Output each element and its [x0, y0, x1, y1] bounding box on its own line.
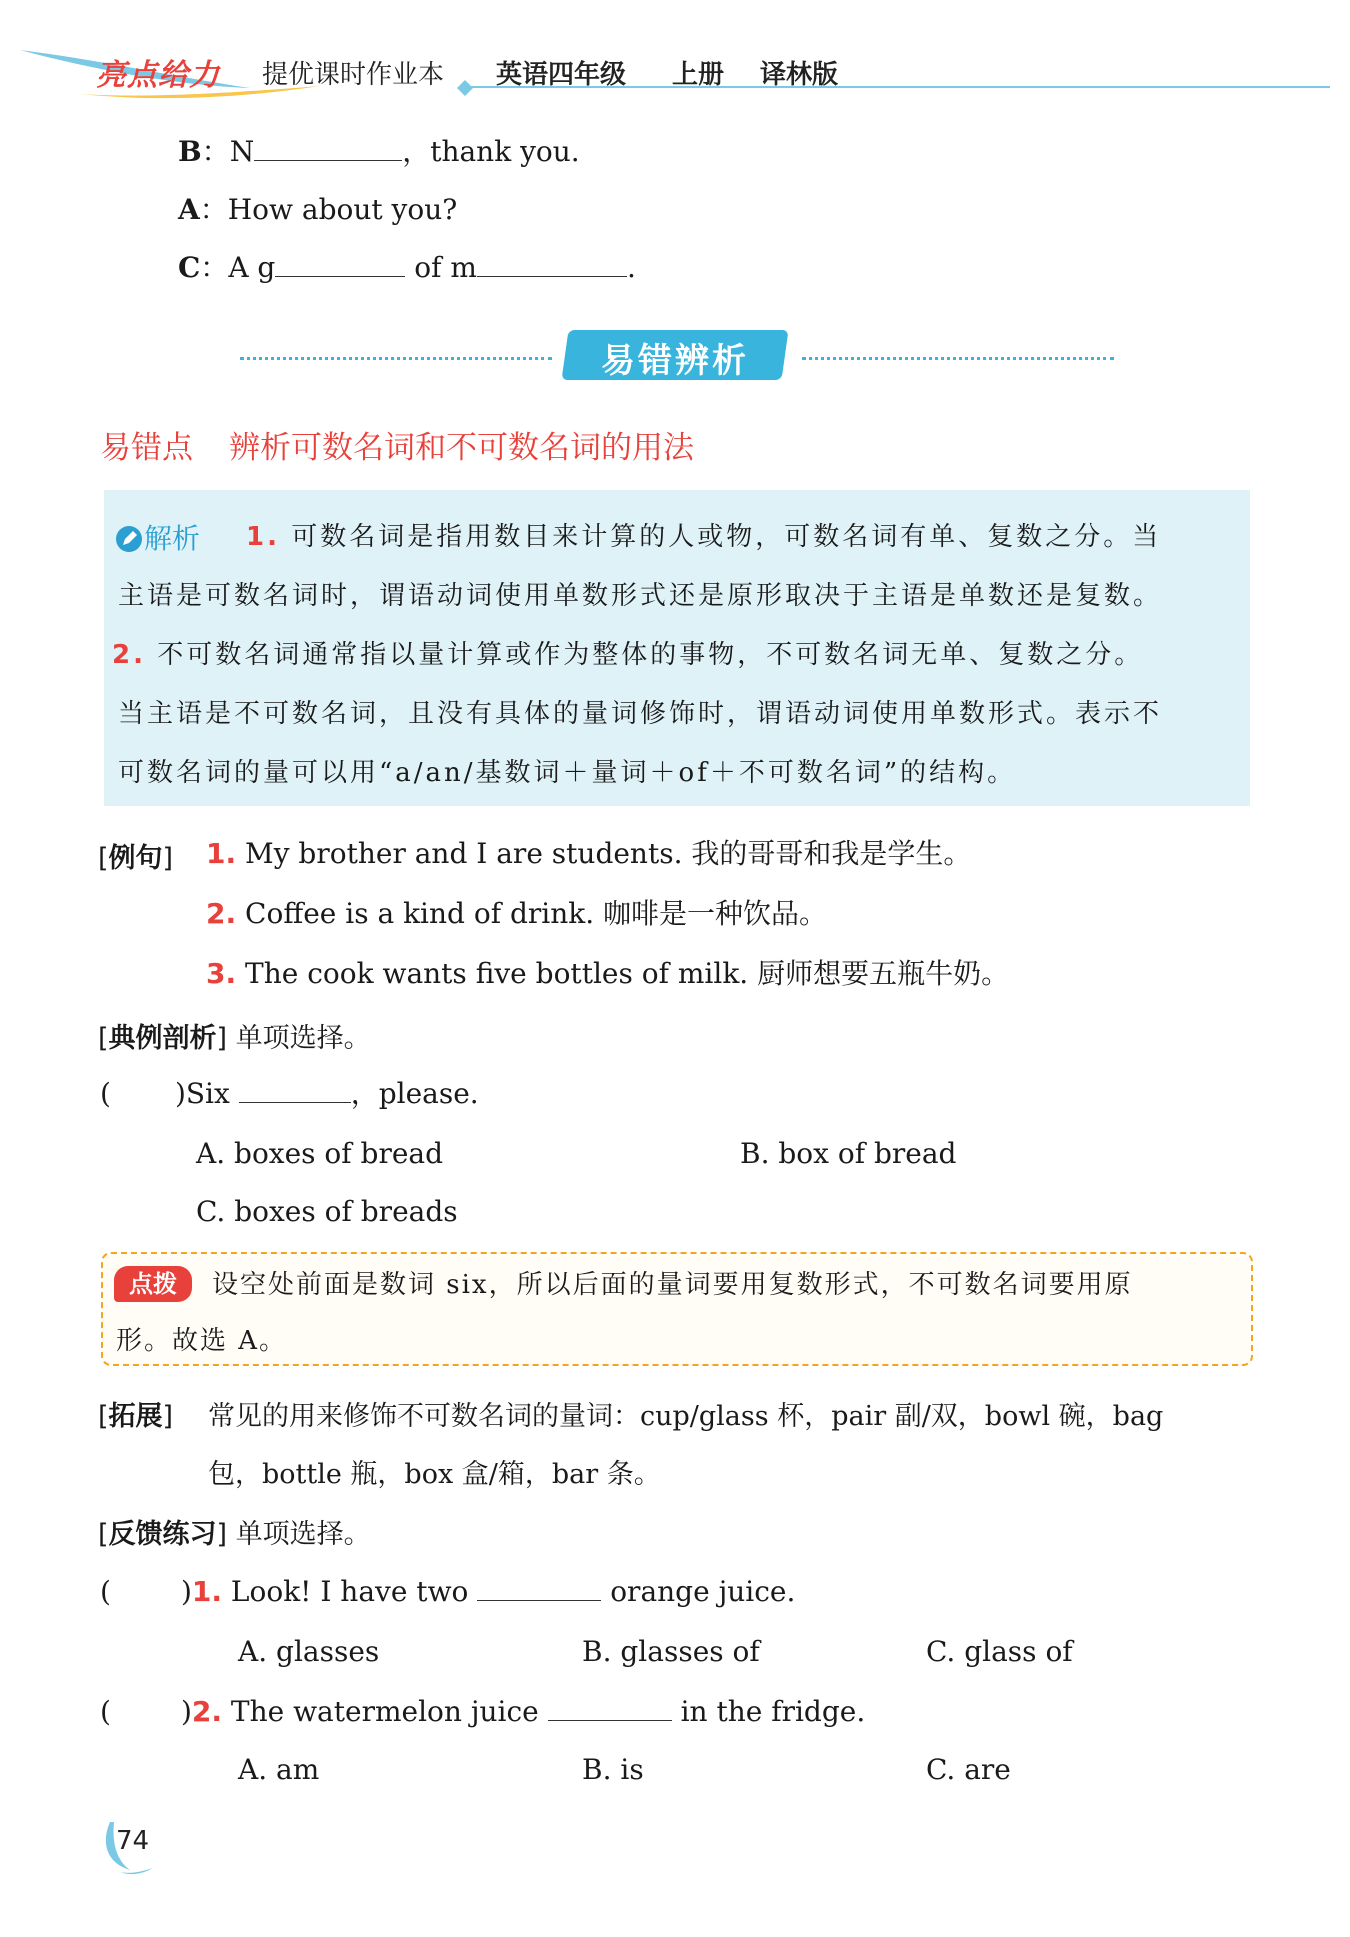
q2-option-b[interactable]: B. is [582, 1753, 644, 1786]
volume-title: 上册 [672, 60, 725, 90]
q2-option-c[interactable]: C. are [926, 1753, 1011, 1786]
option-a[interactable]: A. boxes of bread [196, 1137, 444, 1170]
analysis-line-3: 2. 不可数名词通常指以量计算或作为整体的事物，不可数名词无单、复数之分。 [112, 640, 1144, 670]
feedback-label: [反馈练习] 单项选择。 [98, 1519, 371, 1550]
typical-label: [典例剖析] 单项选择。 [98, 1023, 371, 1054]
dialogue-line-c: C：A g of m . [178, 251, 636, 284]
tip-line-2: 形。故选 A。 [116, 1326, 288, 1356]
error-point-heading: 易错点 辨析可数名词和不可数名词的用法 [100, 430, 694, 466]
examples-label: [例句] [98, 843, 174, 874]
pencil-circle-icon [114, 524, 144, 554]
answer-blank[interactable] [477, 1599, 601, 1601]
dialogue-line-a: A：How about you? [178, 193, 458, 226]
typical-question: ( )Six ，please. [100, 1077, 479, 1110]
option-b[interactable]: B. box of bread [740, 1137, 957, 1170]
analysis-line-4: 当主语是不可数名词，且没有具体的量词修饰时，谓语动词使用单数形式。表示不 [118, 699, 1163, 729]
book-title: 提优课时作业本 [262, 60, 445, 90]
subject-title: 英语四年级 [496, 60, 627, 90]
page-number: 74 [116, 1826, 150, 1856]
feedback-question-2: ( )2. The watermelon juice in the fridge. [100, 1695, 866, 1728]
dialogue-line-b: B：N ，thank you. [178, 135, 580, 168]
tip-line-1: 设空处前面是数词 six，所以后面的量词要用复数形式，不可数名词要用原 [212, 1270, 1133, 1300]
q2-option-a[interactable]: A. am [238, 1753, 320, 1786]
analysis-line-2: 主语是可数名词时，谓语动词使用单数形式还是原形取决于主语是单数还是复数。 [118, 581, 1163, 611]
q1-option-a[interactable]: A. glasses [238, 1635, 380, 1668]
answer-blank[interactable] [239, 1101, 351, 1103]
feedback-question-1: ( )1. Look! I have two orange juice. [100, 1575, 796, 1608]
example-1: 1. My brother and I are students. 我的哥哥和我是学生。 [206, 837, 972, 870]
extension-label: [拓展] [98, 1401, 174, 1432]
example-3: 3. The cook wants five bottles of milk. 厨师想要五瓶牛奶。 [206, 957, 1010, 990]
q1-option-b[interactable]: B. glasses of [582, 1635, 760, 1668]
analysis-line-1: 1. 可数名词是指用数目来计算的人或物，可数名词有单、复数之分。当 [246, 522, 1162, 552]
example-2: 2. Coffee is a kind of drink. 咖啡是一种饮品。 [206, 897, 828, 930]
tip-label: 点拨 [114, 1266, 192, 1302]
analysis-line-5: 可数名词的量可以用“a/an/基数词＋量词＋of＋不可数名词”的结构。 [118, 758, 1017, 788]
answer-blank[interactable] [548, 1719, 672, 1721]
extension-line-2: 包，bottle 瓶，box 盒/箱，bar 条。 [208, 1459, 661, 1490]
brand-logo: 亮点给力 [96, 58, 220, 93]
q1-option-c[interactable]: C. glass of [926, 1635, 1073, 1668]
section-banner: 易错辨析 [601, 341, 749, 381]
analysis-label: 解析 [114, 517, 200, 557]
banner-dots-left [240, 357, 552, 360]
extension-line-1: 常见的用来修饰不可数名词的量词：cup/glass 杯，pair 副/双，bowl 碗，bag [208, 1401, 1164, 1432]
banner-dots-right [802, 357, 1114, 360]
edition-title: 译林版 [760, 60, 839, 90]
option-c[interactable]: C. boxes of breads [196, 1195, 458, 1228]
